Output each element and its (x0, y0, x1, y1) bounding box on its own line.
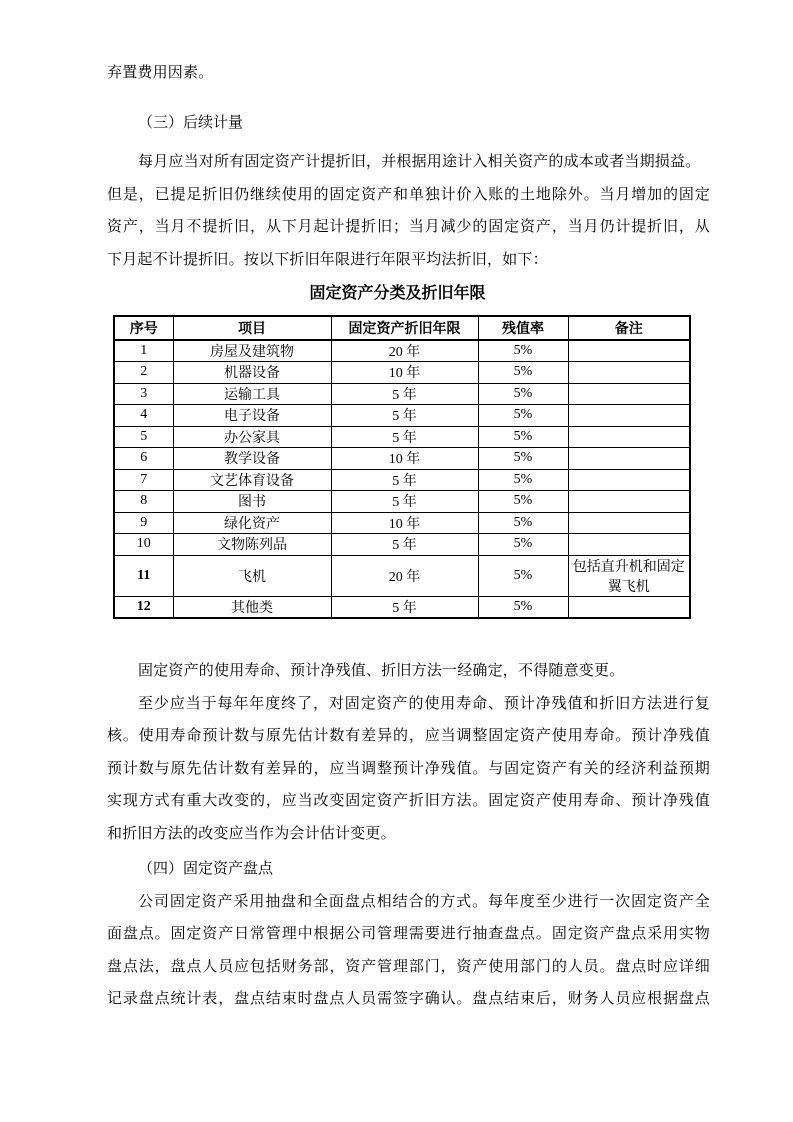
cell-no: 9 (114, 512, 173, 534)
paragraph-line: 盘点法，盘点人员应包括财务部，资产管理部门，资产使用部门的人员。盘点时应详细 (107, 958, 710, 975)
table-row (114, 383, 690, 405)
paragraph-review (107, 688, 710, 851)
table-row (114, 405, 690, 427)
cell-residual: 5% (478, 534, 568, 556)
cell-years: 5 年 (331, 534, 478, 556)
cell-item: 机器设备 (173, 362, 331, 384)
section-heading-subsequent-measurement: （三）后续计量 (138, 114, 244, 131)
cell-years: 20 年 (331, 340, 478, 362)
header-item: 项目 (173, 316, 331, 340)
cell-residual: 5% (478, 383, 568, 405)
cell-item: 教学设备 (173, 448, 331, 470)
cell-note (568, 426, 690, 448)
header-no: 序号 (114, 316, 173, 340)
cell-item: 办公家具 (173, 426, 331, 448)
cell-years: 5 年 (331, 426, 478, 448)
cell-residual: 5% (478, 596, 568, 618)
table-row (114, 555, 690, 596)
table-title: 固定资产分类及折旧年限 (309, 285, 486, 302)
cell-item: 电子设备 (173, 405, 331, 427)
paragraph-line: 但是，已提足折旧仍继续使用的固定资产和单独计价入账的土地除外。当月增加的固定 (107, 186, 710, 203)
cell-residual: 5% (478, 491, 568, 513)
table-row (114, 534, 690, 556)
cell-note (568, 469, 690, 491)
cell-item: 其他类 (173, 596, 331, 618)
cell-no: 6 (114, 448, 173, 470)
cell-note (568, 512, 690, 534)
cell-no: 7 (114, 469, 173, 491)
header-years: 固定资产折旧年限 (331, 316, 478, 340)
cell-residual: 5% (478, 469, 568, 491)
cell-years: 5 年 (331, 405, 478, 427)
cell-item: 绿化资产 (173, 512, 331, 534)
table-row (114, 340, 690, 362)
table-row (114, 426, 690, 448)
paragraph-line: 核。使用寿命预计数与原先估计数有差异的，应当调整固定资产使用寿命。预计净残值 (107, 728, 710, 744)
cell-note (568, 340, 690, 362)
cell-note (568, 405, 690, 427)
table-row (114, 512, 690, 534)
cell-years: 5 年 (331, 491, 478, 513)
section-heading-asset-inventory: （四）固定资产盘点 (138, 861, 274, 877)
table-row (114, 469, 690, 491)
cell-residual: 5% (478, 362, 568, 384)
cell-residual: 5% (478, 426, 568, 448)
cell-years: 5 年 (331, 469, 478, 491)
cell-note (568, 448, 690, 470)
cell-residual: 5% (478, 340, 568, 362)
cell-note (568, 491, 690, 513)
cell-note (568, 596, 690, 618)
intro-line: 弃置费用因素。 (107, 65, 214, 81)
header-residual: 残值率 (478, 316, 568, 340)
paragraph-fixed-rule (107, 655, 710, 688)
paragraph-line: 固定资产的使用寿命、预计净残值、折旧方法一经确定，不得随意变更。 (138, 663, 625, 679)
cell-no: 1 (114, 340, 173, 362)
table-row (114, 596, 690, 618)
cell-no: 5 (114, 426, 173, 448)
cell-no: 4 (114, 405, 173, 427)
cell-no: 2 (114, 362, 173, 384)
cell-no: 11 (114, 555, 173, 596)
cell-no: 12 (114, 596, 173, 618)
cell-years: 10 年 (331, 448, 478, 470)
paragraph-depreciation (107, 146, 710, 276)
table-row (114, 362, 690, 384)
paragraph-line: 至少应当于每年年度终了，对固定资产的使用寿命、预计净残值和折旧方法进行复 (138, 695, 710, 712)
cell-item: 文艺体育设备 (173, 469, 331, 491)
cell-years: 10 年 (331, 512, 478, 534)
table-header-row (114, 316, 690, 340)
cell-residual: 5% (478, 448, 568, 470)
cell-item: 飞机 (173, 555, 331, 596)
paragraph-line: 和折旧方法的改变应当作为会计估计变更。 (107, 825, 396, 842)
cell-no: 3 (114, 383, 173, 405)
paragraph-line: 下月起不计提折旧。按以下折旧年限进行年限平均法折旧，如下： (107, 251, 548, 268)
cell-no: 10 (114, 534, 173, 556)
cell-item: 文物陈列品 (173, 534, 331, 556)
cell-item: 运输工具 (173, 383, 331, 405)
paragraph-line: 实现方式有重大改变的，应当改变固定资产折旧方法。固定资产使用寿命、预计净残值 (107, 793, 710, 809)
cell-item: 房屋及建筑物 (173, 340, 331, 362)
paragraph-line: 资产，当月不提折旧，从下月起计提折旧；当月减少的固定资产，当月仍计提折旧，从 (107, 219, 710, 235)
paragraph-line: 面盘点。固定资产日常管理中根据公司管理需要进行抽查盘点。固定资产盘点采用实物 (107, 926, 710, 942)
cell-residual: 5% (478, 555, 568, 596)
paragraph-line: 公司固定资产采用抽盘和全面盘点相结合的方式。每年度至少进行一次固定资产全 (138, 893, 710, 910)
paragraph-inventory (107, 886, 710, 1016)
cell-residual: 5% (478, 512, 568, 534)
paragraph-line: 记录盘点统计表，盘点结束时盘点人员需签字确认。盘点结束后，财务人员应根据盘点 (107, 991, 710, 1007)
paragraph-line: 每月应当对所有固定资产计提折旧，并根据用途计入相关资产的成本或者当期损益。 (138, 154, 701, 170)
header-note: 备注 (568, 316, 690, 340)
cell-years: 10 年 (331, 362, 478, 384)
cell-item: 图书 (173, 491, 331, 513)
depreciation-table (113, 315, 691, 620)
cell-years: 5 年 (331, 596, 478, 618)
cell-years: 20 年 (331, 555, 478, 596)
cell-note (568, 383, 690, 405)
cell-note (568, 534, 690, 556)
cell-residual: 5% (478, 405, 568, 427)
table-row (114, 491, 690, 513)
cell-years: 5 年 (331, 383, 478, 405)
paragraph-line: 预计数与原先估计数有差异的，应当调整预计净残值。与固定资产有关的经济利益预期 (107, 760, 710, 777)
cell-no: 8 (114, 491, 173, 513)
cell-note: 包括直升机和固定翼飞机 (568, 555, 690, 596)
table-row (114, 448, 690, 470)
cell-note (568, 362, 690, 384)
